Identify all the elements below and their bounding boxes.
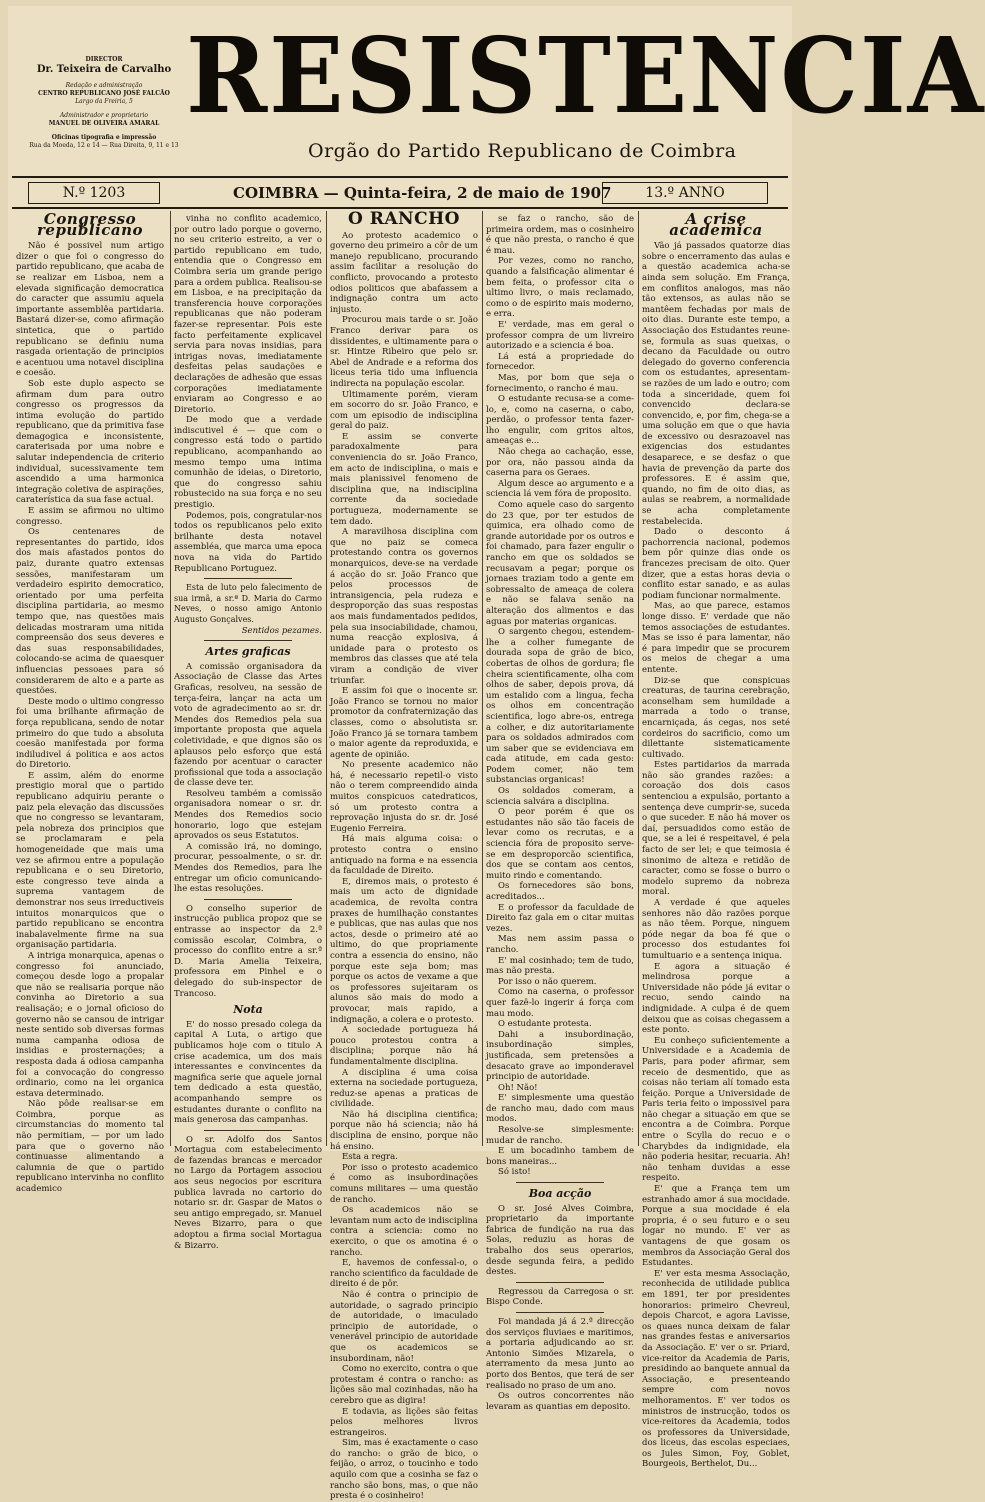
masthead-info bbox=[24, 56, 184, 150]
oficinas-label: Oficinas tipografia e impressão bbox=[51, 134, 157, 141]
director-name: Dr. Teixeira de Carvalho bbox=[36, 64, 172, 75]
director-label: DIRECTOR bbox=[85, 56, 123, 63]
paragraph: Esta a regra. bbox=[342, 1152, 398, 1163]
paragraph: E o professor da faculdade de Direito faz gala em o citar muitas vezes. bbox=[486, 902, 634, 934]
paragraph: Procurou mais tarde o sr. João Franco derivar para os dissidentes, e ultimamente para o sr. Hintze Ribeiro que pelo sr. Abel de Andrade e a reforma dos liceus teria tido uma influencia indirecta na população escolar. bbox=[330, 315, 478, 389]
paragraph: A comissão irá, no domingo, procurar, pessoalmente, o sr. dr. Mendes dos Remedios, para lhe entregar um oficio comunicando-lhe estas resoluções. bbox=[174, 841, 322, 895]
redaccao-label: Redação e administração bbox=[65, 82, 143, 89]
section-heading: Nota bbox=[233, 1003, 263, 1017]
separator bbox=[516, 1182, 605, 1183]
article-heading: Congresso republicano bbox=[37, 210, 143, 239]
paragraph: E assim foi que o inocente sr. João Franco se tornou no maior promotor da confraternização das classes, como o absolutista sr. João Franco já se tornara tambem o maior agente da reproduxida, e agente de opinião. bbox=[330, 686, 478, 760]
newspaper-subtitle: Orgão do Partido Republicano de Coimbra bbox=[308, 140, 737, 162]
paragraph: Podemos, pois, congratular-nos todos os republicanos pelo exito brilhante desta notavel assembléa, que marca uma epoca nova na vida do Partido Republicano Portuguez. bbox=[174, 510, 322, 574]
separator bbox=[204, 640, 293, 641]
address-line: Largo da Freiria, 5 bbox=[75, 98, 133, 105]
paragraph: O estudante protesta. bbox=[498, 1019, 592, 1030]
paragraph: A sociedade portugueza há pouco protestou contra a disciplina; porque não há fundamentalmente disciplina. bbox=[330, 1025, 478, 1067]
paragraph: A verdade é que aqueles senhores não dão razões porque as não têem. Porque, ninguem póde negar da boa fé que o processo dos estudantes foi tumultuario e a sentença iniqua. bbox=[642, 898, 790, 961]
column-divider bbox=[170, 211, 171, 1146]
paragraph: Oh! Não! bbox=[498, 1082, 538, 1093]
paragraph: A comissão organisadora da Associação de Classe das Artes Graficas, resolveu, na sessão de terça-feira, lançar na acta um voto de agradecimento ao sr. dr. Mendes dos Remedios pela sua importante proposta que aquela coletividade, e que dignos são os aplausos pelo esforço que está fazendo por acentuar o caracter profissional que toda a associação de classe deve ter. bbox=[174, 661, 322, 789]
paragraph: E' ver esta mesma Associação, reconhecida de utilidade publica em 1891, ter por presidentes honorarios: primeiro Chevreul, depois Charcot, e agora Lavisse, os quaes nunca deixam de falar nas grandes festas e aniversarios da Associação. E' ver o sr. Priard, vice-reitor da Academia de Paris, presidindo ao banquete annual da Associação, e presenteando sempre com novos melhoramentos. E' ver todos os ministros de instrucção, todos os vice-reitores da Academia, todos os professores da Universidade, dos liceus, das escolas especiaes, os Jules Simon, Foy, Goblet, Bourgeois, Berthelot, Du... bbox=[642, 1268, 790, 1470]
paragraph: vinha no conflito academico, por outro lado porque o governo, no seu criterio estreito, a ver o partido republicano em tudo, entendia que o Congresso em Coimbra seria um grande perigo para a ordem publica. Realisou-se em Lisboa, e na precipitação da transferencia houve corporações republicanas que não poderam fazer-se representar. Pois este facto perfeitamente explicavel servia para novas insidias, para intrigas novas, imediatamente desfeitas pelas saudações e declarações de adhesão que essas corporações imediatamente enviaram ao Congresso e ao Diretorio. bbox=[174, 214, 322, 415]
column-5 bbox=[642, 210, 790, 1470]
paragraph: Há mais alguma coisa: o protesto contra o ensino antiquado na forma e na essencia da faculdade de Direito. bbox=[330, 834, 478, 877]
section-heading: Boa acção bbox=[528, 1187, 592, 1201]
separator bbox=[204, 578, 293, 579]
paragraph: Os academicos não se levantam num acto de indisciplina contra a sciencia: como no exercito, o que os amotina é o rancho. bbox=[330, 1205, 478, 1258]
paragraph: A intriga monarquica, apenas o congresso foi anunciado, começou desde logo a propalar que não se realisaria porque não convinha ao Diretorio a sua realisação; e o jornal oficioso do governo não se cansou de intrigar neste sentido sob diversas formas numa campanha odiosa de insidias e prosternações; a resposta dada á odiosa campanha foi a convocação do congresso ordinario, como na lei organica estava determinado. bbox=[16, 950, 164, 1099]
admin-name: MANUEL DE OLIVEIRA AMARAL bbox=[48, 120, 160, 127]
paragraph: Sim, mas é exactamente o caso do rancho: o grão de bico, o feijão, o arroz, o toucinho e todo aquilo com que a cosinha se faz o rancho são bons, mas, o que não presta é o cosinheiro! bbox=[330, 1438, 478, 1502]
paragraph: Resolveu também a comissão organisadora nomear o sr. dr. Mendes dos Remedios socio honorario, logo que estejam aprovados os seus Estatutos. bbox=[174, 788, 322, 842]
paragraph: E assim se afirmou no ultimo congresso. bbox=[16, 506, 164, 527]
paragraph: Deste modo o ultimo congresso foi uma brilhante afirmação de força republicana, sendo de notar primeiro do que tudo a absoluta coesão manifestada por forma indiludivel á politica e aos actos do Diretorio. bbox=[16, 696, 164, 771]
paragraph: E' que a França tem um estranhado amor á sua mocidade. Porque a sua mocidade é ela propria, é o seu futuro e o seu logar no mundo. E' ver as vantagens de que gosam os membros da Associação Geral dos Estudantes. bbox=[642, 1184, 790, 1269]
paragraph: E, diremos mais, o protesto é mais um acto de dignidade academica, de revolta contra praxes de humilhação constantes e publicas, que nas aulas que nos actos, desde o primeiro até ao ultimo, do que propriamente contra a essencia do ensino, não porque este seja bom; mas porque os actos de vexame a que os professores sujeitaram os alunos são mais do modo a provocar, mais rapido, a indignação, a colera e o protesto. bbox=[330, 876, 478, 1025]
separator bbox=[204, 899, 293, 900]
paragraph: Por vezes, como no rancho, quando a falsificação alimentar é bem feita, o professor cita o ultimo livro, o mais reclamado, como o de espirito mais moderno, e erra. bbox=[486, 256, 634, 320]
paragraph: Diz-se que conspicuas creaturas, de taurina cerebração, aconselham sem humildade a marrada a todo o transe, encarniçada, ás cegas, nos seté cordeiros do sacrificio, como um dilettante sistematicamente cultivado. bbox=[642, 675, 790, 760]
paragraph: Por isso o protesto academico é como as insubordinações comuns militares — uma questão de rancho. bbox=[330, 1162, 478, 1205]
paragraph: E um bocadinho tambem de bons maneiras... bbox=[486, 1146, 634, 1167]
paragraph: E, havemos de confessal-o, o rancho scientifico da faculdade de direito é de pôr. bbox=[330, 1258, 478, 1290]
dateline-bar bbox=[8, 182, 792, 206]
paragraph: Sob este duplo aspecto se afirmam dum para outro congresso os progressos da intima evolução do partido republicano, que da primitiva fase demagogica e inconsistente, caraterisada por uma nobre e salutar independencia de criterio individual, sucessivamente tem ascendido a uma harmonica integração coletiva de aspirações, caraterística da sua fase actual. bbox=[16, 378, 164, 506]
column-4 bbox=[486, 214, 634, 1412]
newspaper-page bbox=[8, 6, 985, 1502]
column-2 bbox=[174, 214, 322, 1251]
oficinas-address: Rua da Moeda, 12 e 14 — Rua Direita, 9, 11 e 13 bbox=[29, 142, 179, 149]
paragraph: E' mal cosinhado; tem de tudo, mas não presta. bbox=[486, 955, 634, 977]
issue-year: 13.º ANNO bbox=[602, 182, 768, 204]
section-heading: Artes graficas bbox=[205, 645, 291, 659]
column-divider bbox=[638, 211, 639, 1146]
paragraph: O estudante recusa-se a come-lo, e, como na caserna, o cabo, perdão, o professor tenta fazer-lho engulir, com gritos altos, ameaças e... bbox=[486, 394, 634, 447]
paragraph: Não pôde realisar-se em Coimbra, porque as circumstancias do momento tal não permitiam, — por um lado para que o governo não continuasse alimentando a calumnia de que o partido republicano intervinha no conflito academico bbox=[16, 1099, 164, 1195]
separator bbox=[204, 1130, 293, 1131]
obituary-signoff: Sentidos pezames. bbox=[241, 625, 322, 636]
paragraph: Estes partidarios da marrada não são grandes razões: a coroação dos dois casos sentenciou a expulsão, portanto a sentença deve cumprir-se, suceda o que suceder. E não há mover os daí, persuadidos como estão de que, se a lei é respeitavel, é pela facto de ser lei; e que teimosia é sinonimo de alteza e retidão de caracter, como se fosse o burro o modelo supremo da nobreza moral. bbox=[642, 760, 790, 898]
paragraph: Dahi a insubordinação, insubordinação simples, justificada, sem pretensões a desacato grave ao imponderavel principio de autoridade. bbox=[486, 1029, 634, 1083]
newspaper-title: RESISTENCIA bbox=[186, 14, 985, 137]
paragraph: Os centenares de representantes do partido, idos dos mais afastados pontos do paiz, durante quatro extensas sessões, manifestaram um verdadeiro espirito democratico, orientado por uma perfeita disciplina partidaria, ao mesmo tempo que, nas questões mais delicadas mostraram uma nitida compreensão dos seus deveres e das suas responsabilidades, colocando-se acima de quaesquer influencias pessoaes para só considerarem de alto e a parte as questões. bbox=[16, 527, 164, 697]
masthead bbox=[8, 6, 985, 182]
column-3 bbox=[330, 209, 478, 1502]
admin-label: Administrador e proprietario bbox=[59, 112, 149, 119]
separator bbox=[516, 1312, 605, 1313]
paragraph: Só isto! bbox=[498, 1167, 531, 1178]
paragraph: Ultimamente porém, vieram em socorro do sr. João Franco, e com um episodio de indisciplina geral do paiz. bbox=[330, 389, 478, 432]
issue-date: COIMBRA — Quinta-feira, 2 de maio de 1907 bbox=[233, 184, 612, 202]
paragraph: O sr. Adolfo dos Santos Mortagua com estabelecimento de fazendas brancas e mercador no Largo da Portagem associou aos seus negocios por escritura publica lavrada no cartorio do notario sr. dr. Gaspar de Matos o seu antigo empregado, sr. Manuel Neves Bizarro, para o que adoptou a firma social Mortagua & Bizarro. bbox=[174, 1134, 322, 1251]
paragraph: E' simplesmente uma questão de rancho mau, dado com maus modos. bbox=[486, 1093, 634, 1125]
paragraph: O peor porém é que os estudantes não são tão faceis de levar como os recrutas, e a sciencia fóra de proposito serve-se em desproporcão scientifica, dos que se contam aos centos, muito rindo e comentando. bbox=[486, 807, 634, 881]
paragraph: E agora a situação é melindrosa porque a Universidade não póde já evitar o recuo, sendo caindo na indignidade. A culpa é de quem deixou que as coisas chegassem a este ponto. bbox=[642, 961, 790, 1036]
article-heading: O RANCHO bbox=[348, 209, 460, 229]
paragraph: E todavia, as lições são feitas pelos melhores livros estrangeiros. bbox=[330, 1406, 478, 1438]
paragraph: Não é possivel num artigo dizer o que foi o congresso do partido republicano, que acaba de se realizar em Lisboa, nem a elevada significação democratica do caracter que assumiu aquela importante assemblêa partidaria. Bastará dizer-se, como afirmação sintetica, que o partido republicano se definiu numa rasgada orientação de principios e acentuou uma notavel disciplina e coesão. bbox=[16, 241, 164, 379]
paragraph: Ao protesto academico o governo deu primeiro a côr de um manejo republicano, procurando assim facilitar a resolução do conflicto, provocando a protesto odios politicos que abafassem a indignação contra um acto injusto. bbox=[330, 230, 478, 315]
paragraph: Os outros concorrentes não levaram as quantias em deposito. bbox=[486, 1391, 634, 1412]
paragraph: Não há disciplina cientifica; porque não há sciencia; não há disciplina de ensino, porque não há ensino. bbox=[330, 1109, 478, 1152]
paragraph: A disciplina é uma coisa externa na sociedade portugueza, reduz-se apenas a praticas de civilidade. bbox=[330, 1067, 478, 1110]
paragraph: Mas, ao que parece, estamos longe disso. E' verdade que não temos associações de estudantes. Mas se isso é para lamentar, não é para impedir que se procurem os meios de chegar a uma entente. bbox=[642, 601, 790, 675]
paragraph: Mas nem assim passa o rancho. bbox=[486, 934, 634, 955]
paragraph: E assim, além do enorme prestigio moral que o partido republicano adquiriu perante o paiz pela elevação das discussões que no congresso se levantaram, pela nobreza dos principios que se proclamaram e pela homogeneidade que mais uma vez se afirmou entre a população republicana e o seu Diretorio, este congresso teve ainda a suprema vantagem de demonstrar nos seus irreductiveis intuitos monarquicos que o partido republicano se encontra inabalavelmente firme na sua organisação partidaria. bbox=[16, 770, 164, 951]
paragraph: O conselho superior de instrucção publica propoz que se entrasse ao inspector da 2.ª comissão escolar, Coimbra, o processo do conflito entre a sr.ª D. Maria Amelia Teixeira, professora em Pinhel e o delegado do sub-inspector de Trancoso. bbox=[174, 903, 322, 999]
centro-name: CENTRO REPUBLICANO JOSÉ FALCÃO bbox=[38, 90, 170, 97]
paragraph: Como na caserna, o professor quer fazê-lo ingerir á força com mau modo. bbox=[486, 987, 634, 1019]
paragraph: Dado o desconto á pachorrencia nacional, podemos bem pôr quinze dias onde os francezes precisam de oito. Quer dizer, que a estas horas devia o conflito estar sanado, e as aulas podiam funcionar normalmente. bbox=[642, 527, 790, 601]
column-divider bbox=[482, 211, 483, 1146]
paragraph: Os fornecedores são bons, acreditados... bbox=[486, 881, 634, 902]
paragraph: Não é contra o principio de autoridade, o sagrado principio de autoridade, o imaculado principio de autoridade, o venerável principio de autoridade que os academicos se insubordinam, não! bbox=[330, 1289, 478, 1364]
paragraph: Como aquele caso do sargento do 23 que, por ter estudos de quimica, era olhado como de grande autoridade por os outros e foi chamado, para fazer engulir o rancho em que os soldados se recusavam a pegar; porque os jornaes traziam todo a gente em sobressalto de ameaça de colera e não se falava senão na alteração dos alimentos e das aguas por materias organicas. bbox=[486, 500, 634, 627]
paragraph: E' verdade, mas em geral o professor compra de um livreiro autorizado e a sciencia é boa. bbox=[486, 319, 634, 352]
paragraph: O sr. José Alves Coimbra, proprietario da importante fabrica de fundição na rua das Solas, reduziu as horas de trabalho dos seus operarios, desde segunda feira, a pedido destes. bbox=[486, 1203, 634, 1278]
paragraph: De modo que a verdade indiscutivel é — que com o congresso está todo o partido republicano, acompanhando ao mesmo tempo uma intima comunhão de ideias, o Diretorio, que do congresso sahiu robustecido na sua força e no seu prestigio. bbox=[174, 415, 322, 511]
paragraph: Não chega ao cachação, esse, por ora, não passou ainda da caserna para os Geraes. bbox=[486, 447, 634, 479]
paragraph: Resolve-se simplesmente: mudar de rancho. bbox=[486, 1125, 634, 1146]
paragraph: Algum desce ao argumento e a sciencia lá vem fóra de proposito. bbox=[486, 478, 634, 500]
paragraph: Como no exercito, contra o que protestam é contra o rancho: as lições são mal cozinhadas, não ha cerebro que as digira! bbox=[330, 1364, 478, 1406]
paragraph: Lá está a propriedade do fornecedor. bbox=[486, 351, 634, 373]
paragraph: Vão já passados quatorze dias sobre o encerramento das aulas e a questão academica acha-se ainda sem solução. Em França, em conflitos analogos, mas não tão extensos, as aulas não se mantêem fechadas por mais de oito dias. Durante este tempo, a Associação dos Estudantes reune-se, formula as suas queixas, o decano da Faculdade ou outro delegado do governo conferencia com os estudantes, apresentam-se razões de um lado e outro; com toda a sinceridade, quem foi convencido declara-se convencido, e, por fim, chega-se a uma solução em que o que havia de excessivo ou desrazoavel nas exigencias dos estudantes desaparece, e se desfaz o que havia de prevenção da parte dos professores. E é assim que, quando, no fim de oito dias, as aulas se reabrem, a normalidade se acha completamente restabelecida. bbox=[642, 241, 790, 527]
top-rule bbox=[12, 176, 788, 178]
column-1 bbox=[16, 210, 164, 1195]
paragraph: Os soldados comeram, a sciencia salvára a disciplina. bbox=[486, 786, 634, 807]
column-divider bbox=[326, 211, 327, 1146]
paragraph: E assim se converte paradoxalmente para conveniencia do sr. João Franco, em acto de indisciplina, o mais e mais planissivel fenomeno de disciplina que, na indisciplina corrente da sociedade portugueza, modernamente se tem dado. bbox=[330, 431, 478, 527]
paragraph: Eu conheço suficientemente a Universidade e a Academia de Paris, para poder afirmar, sem receio de desmentido, que as coisas não teriam alí tomado esta feição. Porque a Universidade de Paris teria feito o impossivel para não chegar a situação em que se encontra a de Coimbra. Porque entre o Scylla do recuo e o Charybdes da indignidade, ela não poderia hesitar, recuaria. Ah! não tenham duvidas a esse respeito. bbox=[642, 1035, 790, 1184]
separator bbox=[516, 1282, 605, 1283]
paragraph: A maravilhosa disciplina com que no paiz se comeca protestando contra os governos monarquicos, deve-se na verdade á acção do sr. João Franco que pelos processos de intransigencia, pela rudeza e desproporção das suas respostas aos mais fundamentados pedidos, pela sua insociabilidade, chamou, numa reacção explosiva, á unidade para o protesto os membros das classes que até tela viram a condição de viver triunfar. bbox=[330, 527, 478, 686]
paragraph: se faz o rancho, são de primeira ordem, mas o cosinheiro é que não presta, o rancho é que é mau. bbox=[486, 214, 634, 256]
paragraph: Foi mandada já á 2.ª direcção dos serviços fluviaes e maritimos, a portaria adjudicando ao sr. Antonio Simões Mizarela, o aterramento da mesa junto ao porto dos Bentos, que terá de ser realisado no praso de um ano. bbox=[486, 1316, 634, 1391]
obituary-notice: Esta de luto pelo falecimento de sua irmã, a sr.ª D. Maria do Carmo Neves, o nosso amigo Antonio Augusto Gonçalves. bbox=[174, 583, 322, 624]
paragraph: E' do nosso presado colega da capital A Luta, o artigo que publicamos hoje com o titulo A crise academica, um dos mais interessantes e convincentes da magnifica serie que aquele jornal tem dedicado a esta questão, acompanhando sempre os estudantes durante o conflito na mais generosa das campanhas. bbox=[174, 1019, 322, 1126]
paragraph: O sargento chegou, estendem-lhe a colher fumegante de dourada sopa de grão de bico, cobertas de olhos de gordura; fle cheira scientificamente, olha com olhos de saber, depois prova, dá um estalido com a lingua, fecha os olhos em concentração scientifica, logo abre-os, entrega a colher, e diz autoritariamente para os soldados admirados com um saber que se evidenciava em cada atitude, em cada gesto: Podem comer, não tem substancias organicas! bbox=[486, 627, 634, 786]
paragraph: Por isso o não querem. bbox=[498, 976, 597, 987]
article-heading: A crise academica bbox=[669, 210, 763, 239]
paragraph: Mas, por bom que seja o fornecimento, o rancho é mau. bbox=[486, 372, 634, 394]
paragraph: No presente academico não há, é necessario repetil-o visto não o terem compreendido ainda muitos conspicuos catedraticos, só um protesto contra a reprovação injusta do sr. dr. José Eugenio Ferreira. bbox=[330, 760, 478, 834]
paragraph: Regressou da Carregosa o sr. Bispo Conde. bbox=[486, 1286, 634, 1308]
issue-number: N.º 1203 bbox=[28, 182, 160, 204]
